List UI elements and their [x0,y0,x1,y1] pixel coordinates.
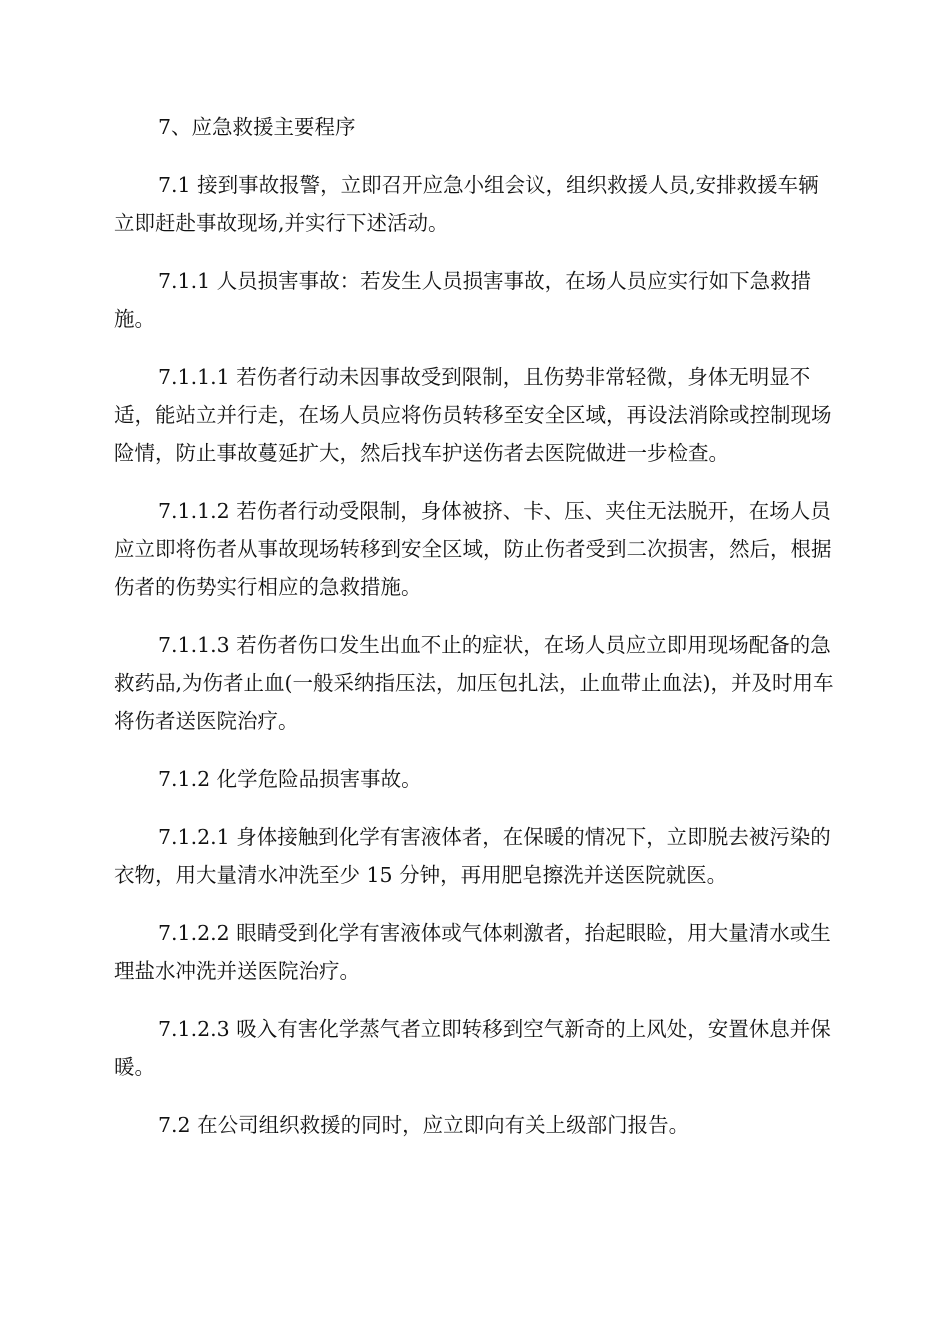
section-heading: 7、应急救援主要程序 [158,115,356,139]
paragraph-7-1-1: 7.1.1 人员损害事故：若发生人员损害事故，在场人员应实行如下急救措施。 [114,269,812,331]
paragraph-7-1-2-1: 7.1.2.1 身体接触到化学有害液体者，在保暖的情况下，立即脱去被污染的衣物，用大量清水冲洗至少 15 分钟，再用肥皂擦洗并送医院就医。 [114,825,831,887]
paragraph-7-1-1-3: 7.1.1.3 若伤者伤口发生出血不止的症状，在场人员应立即用现场配备的急救药品,为伤者止血(一般采纳指压法，加压包扎法，止血带止血法)，并及时用车将伤者送医院治疗。 [114,633,834,733]
paragraph-7-1-1-1: 7.1.1.1 若伤者行动未因事故受到限制，且伤势非常轻微，身体无明显不适，能站立并行走，在场人员应将伤员转移至安全区域，再设法消除或控制现场险情，防止事故蔓延扩大，然后找车护送伤者去医院做进一步检查。 [114,365,832,465]
paragraph-7-1-2-2: 7.1.2.2 眼睛受到化学有害液体或气体刺激者，抬起眼睑，用大量清水或生理盐水冲洗并送医院治疗。 [114,921,831,983]
paragraph-7-1-2: 7.1.2 化学危险品损害事故。 [158,767,422,791]
paragraph-7-2: 7.2 在公司组织救援的同时，应立即向有关上级部门报告。 [158,1113,690,1137]
paragraph-7-1: 7.1 接到事故报警，立即召开应急小组会议，组织救援人员,安排救援车辆立即赶赴事故现场,并实行下述活动。 [114,173,819,235]
paragraph-7-1-1-2: 7.1.1.2 若伤者行动受限制，身体被挤、卡、压、夹住无法脱开，在场人员应立即将伤者从事故现场转移到安全区域，防止伤者受到二次损害，然后，根据伤者的伤势实行相应的急救措施。 [114,499,832,599]
paragraph-7-1-2-3: 7.1.2.3 吸入有害化学蒸气者立即转移到空气新奇的上风处，安置休息并保暖。 [114,1017,831,1079]
document-body [114,108,834,1164]
